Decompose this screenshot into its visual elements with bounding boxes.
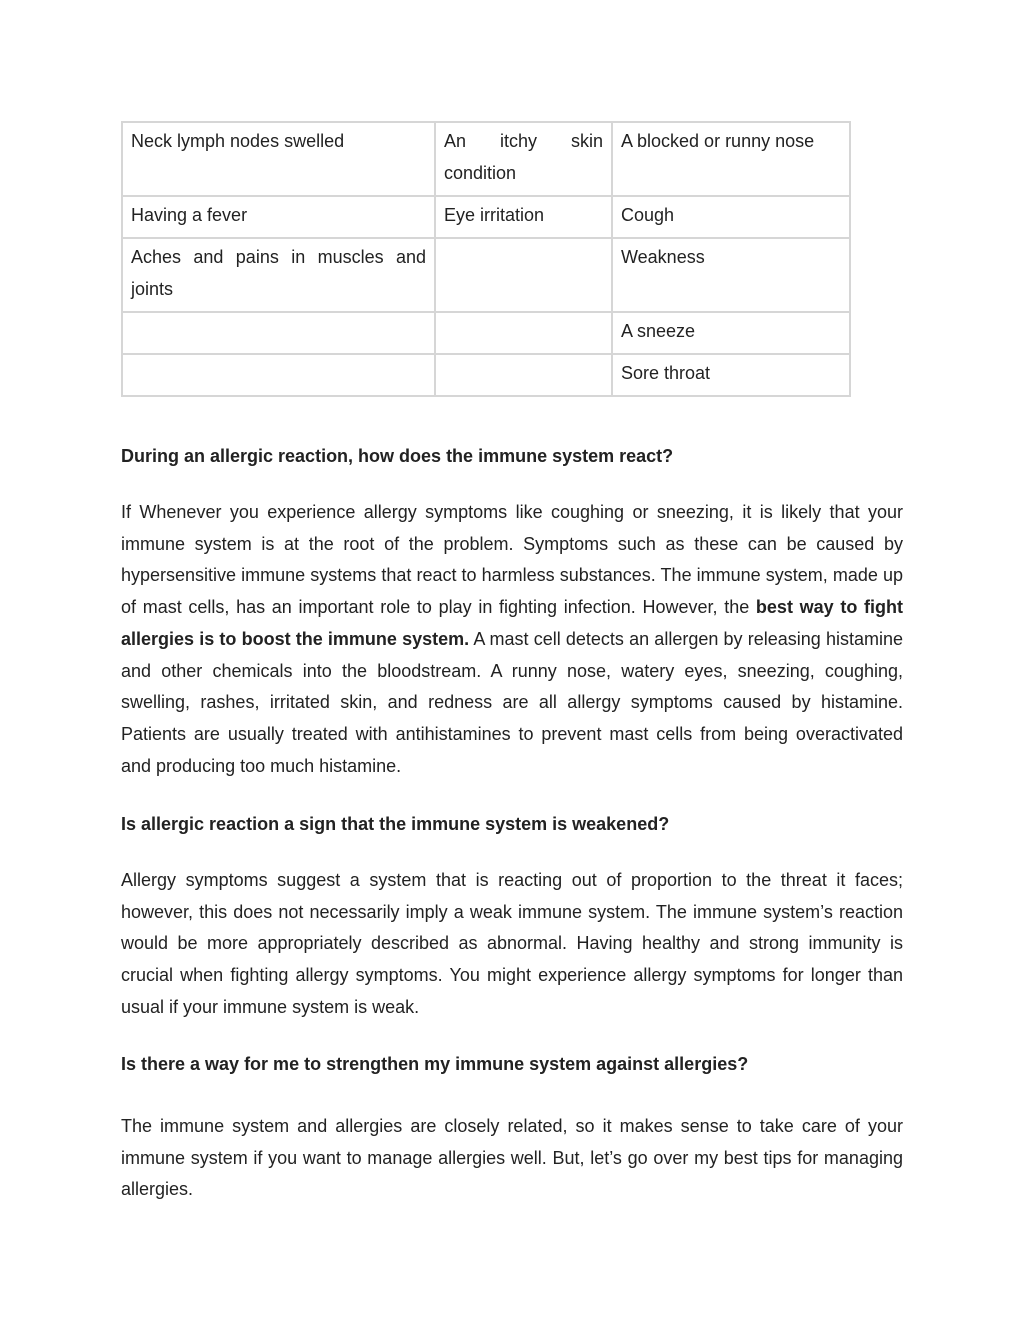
- section-paragraph: The immune system and allergies are closely related, so it makes sense to take care of your immune system if you want to manage allergies well. But, let’s go over my best tips for managing allergies.: [121, 1116, 903, 1200]
- table-cell: Weakness: [612, 238, 850, 312]
- table-cell: Cough: [612, 196, 850, 238]
- table-cell: Having a fever: [122, 196, 435, 238]
- table-cell: Aches and pains in muscles and joints: [122, 238, 435, 312]
- table-cell: An itchy skin condition: [435, 122, 612, 196]
- table-cell: A sneeze: [612, 312, 850, 354]
- symptoms-table: [121, 121, 851, 397]
- section-heading: Is there a way for me to strengthen my immune system against allergies?: [121, 1054, 749, 1074]
- table-cell: [435, 354, 612, 396]
- section-paragraph: [121, 497, 903, 782]
- section-heading: During an allergic reaction, how does the immune system react?: [121, 446, 674, 466]
- paragraph-text: If Whenever you experience allergy symptoms like coughing or sneezing, it is likely that your immune system is at the root of the problem. Symptoms such as these can be caused by hypersensitive immune systems that react to harmless substances. The immune system, made up of mast cells, has an important role to play in fighting infection. However, the: [121, 502, 903, 618]
- table-row: [122, 122, 850, 196]
- table-row: [122, 312, 850, 354]
- section-heading: Is allergic reaction a sign that the immune system is weakened?: [121, 814, 670, 834]
- table-cell: [435, 238, 612, 312]
- table-row: [122, 196, 850, 238]
- paragraph-bold-text: best way to fight allergies is to boost the immune system.: [121, 597, 903, 649]
- table-cell: A blocked or runny nose: [612, 122, 850, 196]
- paragraph-text: A mast cell detects an allergen by releasing histamine and other chemicals into the bloodstream. A runny nose, watery eyes, sneezing, coughing, swelling, rashes, irritated skin, and redness are all allergy symptoms caused by histamine. Patients are usually treated with antihistamines to prevent mast cells from being overactivated and producing too much histamine.: [121, 628, 903, 776]
- table-row: [122, 354, 850, 396]
- table-cell: Eye irritation: [435, 196, 612, 238]
- table-cell: [435, 312, 612, 354]
- table-cell: Neck lymph nodes swelled: [122, 122, 435, 196]
- table-cell: Sore throat: [612, 354, 850, 396]
- table-row: [122, 238, 850, 312]
- table-cell: [122, 354, 435, 396]
- section-paragraph: Allergy symptoms suggest a system that is reacting out of proportion to the threat it faces; however, this does not necessarily imply a weak immune system. The immune system’s reaction would be more appropriately described as abnormal. Having healthy and strong immunity is crucial when fighting allergy symptoms. You might experience allergy symptoms for longer than usual if your immune system is weak.: [121, 870, 903, 1017]
- table-cell: [122, 312, 435, 354]
